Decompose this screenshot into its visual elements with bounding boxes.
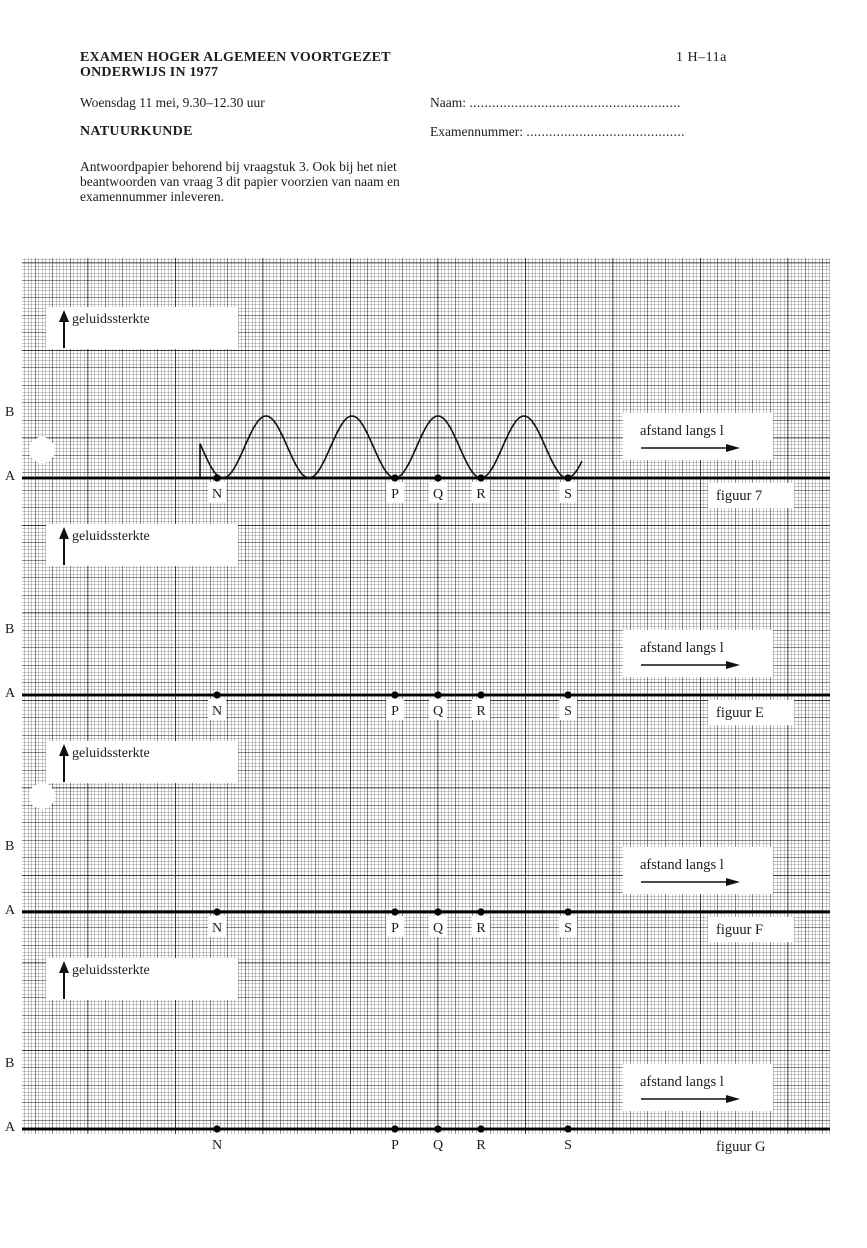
x-axis-label: afstand langs l <box>640 857 724 873</box>
point-n-label: N <box>211 921 223 936</box>
level-a-label: A <box>5 686 16 701</box>
exam-number-label: Examennummer: <box>430 124 523 139</box>
figure-caption: figuur 7 <box>716 488 763 504</box>
exam-date: Woensdag 11 mei, 9.30–12.30 uur <box>80 95 265 110</box>
point-q-label: Q <box>432 704 444 719</box>
point-r-label: R <box>476 487 486 502</box>
exam-subject: NATUURKUNDE <box>80 124 193 139</box>
level-a-label: A <box>5 469 16 484</box>
point-q-marker <box>434 691 441 698</box>
point-q-marker <box>434 908 441 915</box>
point-s-label: S <box>564 1138 572 1153</box>
level-b-label: B <box>5 839 15 854</box>
point-r-marker <box>477 691 484 698</box>
exam-title-line1: EXAMEN HOGER ALGEMEEN VOORTGEZET <box>80 50 391 65</box>
point-r-marker <box>477 908 484 915</box>
figure-caption: figuur G <box>716 1139 766 1155</box>
point-p-label: P <box>391 704 399 719</box>
point-s-marker <box>564 474 571 481</box>
figure-caption: figuur E <box>716 705 764 721</box>
point-q-label: Q <box>432 921 444 936</box>
point-n-marker <box>213 691 220 698</box>
point-q-label: Q <box>432 487 444 502</box>
point-r-marker <box>477 474 484 481</box>
point-n-marker <box>213 908 220 915</box>
point-n-label: N <box>211 704 223 719</box>
x-axis-label: afstand langs l <box>640 423 724 439</box>
point-r-label: R <box>476 704 486 719</box>
point-s-marker <box>564 908 571 915</box>
exam-number-dots: .......................................... <box>526 124 685 139</box>
exam-title-line2: ONDERWIJS IN 1977 <box>80 65 219 80</box>
y-axis-label: geluidssterkte <box>72 963 150 978</box>
y-axis-label: geluidssterkte <box>72 529 150 544</box>
point-r-marker <box>477 1125 484 1132</box>
point-q-marker <box>434 474 441 481</box>
point-p-label: P <box>391 487 399 502</box>
point-s-label: S <box>564 921 572 936</box>
point-s-marker <box>564 1125 571 1132</box>
punch-hole <box>29 437 55 463</box>
y-axis-label: geluidssterkte <box>72 746 150 761</box>
point-p-marker <box>391 474 398 481</box>
point-p-marker <box>391 908 398 915</box>
point-q-label: Q <box>432 1138 444 1153</box>
point-p-label: P <box>391 1138 399 1153</box>
point-p-marker <box>391 1125 398 1132</box>
level-a-label: A <box>5 1120 16 1135</box>
exam-code: 1 H–11a <box>676 50 727 65</box>
point-p-label: P <box>391 921 399 936</box>
level-b-label: B <box>5 622 15 637</box>
y-axis-label: geluidssterkte <box>72 312 150 327</box>
instructions: Antwoordpapier behorend bij vraagstuk 3. Ook bij het niet beantwoorden van vraag 3 dit papier voorzien van naam en examennummer inleveren. <box>80 159 400 204</box>
point-n-marker <box>213 1125 220 1132</box>
point-n-marker <box>213 474 220 481</box>
name-label: Naam: <box>430 95 466 110</box>
point-s-label: S <box>564 704 572 719</box>
level-b-label: B <box>5 1056 15 1071</box>
punch-hole <box>29 783 55 809</box>
point-s-label: S <box>564 487 572 502</box>
x-axis-label: afstand langs l <box>640 640 724 656</box>
point-r-label: R <box>476 921 486 936</box>
figure-caption: figuur F <box>716 922 764 938</box>
level-a-label: A <box>5 903 16 918</box>
point-r-label: R <box>476 1138 486 1153</box>
point-p-marker <box>391 691 398 698</box>
point-n-label: N <box>211 487 223 502</box>
x-axis-label: afstand langs l <box>640 1074 724 1090</box>
point-n-label: N <box>211 1138 223 1153</box>
point-s-marker <box>564 691 571 698</box>
level-b-label: B <box>5 405 15 420</box>
name-dots: ........................................................ <box>469 95 681 110</box>
point-q-marker <box>434 1125 441 1132</box>
